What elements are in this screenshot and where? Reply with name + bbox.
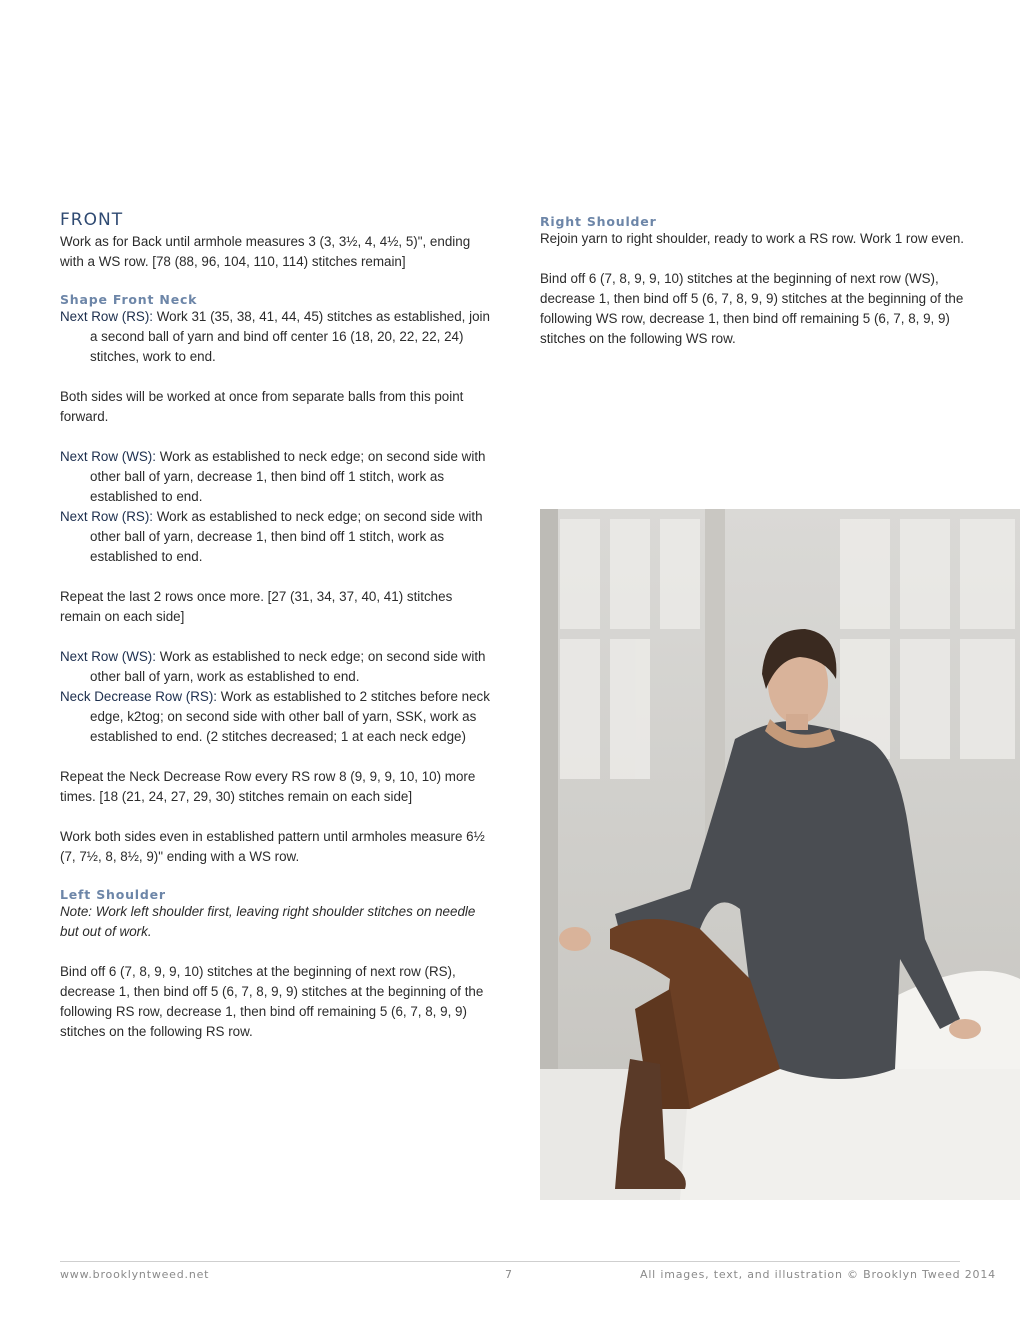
row-text: Work as established to neck edge; on second side with other ball of yarn, work as established to end. — [90, 649, 486, 684]
repeat-neck-decrease: Repeat the Neck Decrease Row every RS row 8 (9, 9, 9, 10, 10) more times. [18 (21, 24, 27, 29, 30) stitches remain on each side] — [60, 769, 476, 804]
right-shoulder-text-1: Rejoin yarn to right shoulder, ready to work a RS row. Work 1 row even. — [540, 231, 964, 246]
row-label: Neck Decrease Row (RS): — [60, 689, 218, 704]
repeat-instruction: Repeat the last 2 rows once more. [27 (31, 34, 37, 40, 41) stitches remain on each side] — [60, 589, 453, 624]
row-text: Work 31 (35, 38, 41, 44, 45) stitches as established, join a second ball of yarn and bind off center 16 (18, 20, 22, 22, 24) stitches, work to end. — [90, 309, 490, 364]
footer-divider — [60, 1261, 960, 1262]
subhead-left-shoulder: Left Shoulder — [60, 887, 166, 902]
instruction-row-3 — [60, 507, 490, 567]
section-title-front: FRONT — [60, 210, 124, 230]
row-label: Next Row (RS): — [60, 509, 154, 524]
row-text: Work as established to neck edge; on second side with other ball of yarn, decrease 1, then bind off 1 stitch, work as established to end. — [90, 449, 486, 504]
instruction-row-2 — [60, 447, 490, 507]
model-photo — [540, 509, 1020, 1200]
row-label: Next Row (WS): — [60, 649, 156, 664]
front-intro: Work as for Back until armhole measures 3 (3, 3½, 4, 4½, 5)", ending with a WS row. [78 (88, 96, 104, 110, 114) stitches remain] — [60, 234, 471, 269]
both-sides-note: Both sides will be worked at once from separate balls from this point forward. — [60, 389, 464, 424]
left-shoulder-note: Note: Work left shoulder first, leaving right shoulder stitches on needle but out of work. — [60, 904, 476, 939]
footer-page-number: 7 — [505, 1268, 513, 1281]
row-label: Next Row (RS): — [60, 309, 154, 324]
instruction-row-1 — [60, 307, 490, 367]
row-label: Next Row (WS): — [60, 449, 156, 464]
subhead-right-shoulder: Right Shoulder — [540, 214, 657, 229]
subhead-shape-front-neck: Shape Front Neck — [60, 292, 198, 307]
right-shoulder-text-2: Bind off 6 (7, 8, 9, 9, 10) stitches at the beginning of next row (WS), decrease 1, then bind off 5 (6, 7, 8, 9, 9) stitches at the beginning of the following WS row, decrease 1, then bind off remaining 5 (6, 7, 8, 9, 9) stitches on the following WS row. — [540, 271, 964, 346]
instruction-row-4 — [60, 647, 490, 687]
model-photo-illustration — [540, 509, 1020, 1200]
row-text: Work as established to 2 stitches before neck edge, k2tog; on second side with other ball of yarn, SSK, work as established to end. (2 stitches decreased; 1 at each neck edge) — [90, 689, 490, 744]
instruction-neck-decrease — [60, 687, 490, 747]
work-even-instruction: Work both sides even in established pattern until armholes measure 6½ (7, 7½, 8, 8½, 9)" ending with a WS row. — [60, 829, 485, 864]
row-text: Work as established to neck edge; on second side with other ball of yarn, decrease 1, then bind off 1 stitch, work as established to end. — [90, 509, 483, 564]
right-column — [540, 214, 970, 349]
left-shoulder-text: Bind off 6 (7, 8, 9, 9, 10) stitches at the beginning of next row (RS), decrease 1, then bind off 5 (6, 7, 8, 9, 9) stitches at the beginning of the following RS row, decrease 1, then bind off remaining 5 (6, 7, 8, 9, 9) stitches on the following RS row. — [60, 964, 484, 1039]
footer-website: www.brooklyntweed.net — [60, 1268, 210, 1281]
footer-copyright: All images, text, and illustration © Brooklyn Tweed 2014 — [640, 1268, 996, 1281]
left-column — [60, 210, 490, 1042]
